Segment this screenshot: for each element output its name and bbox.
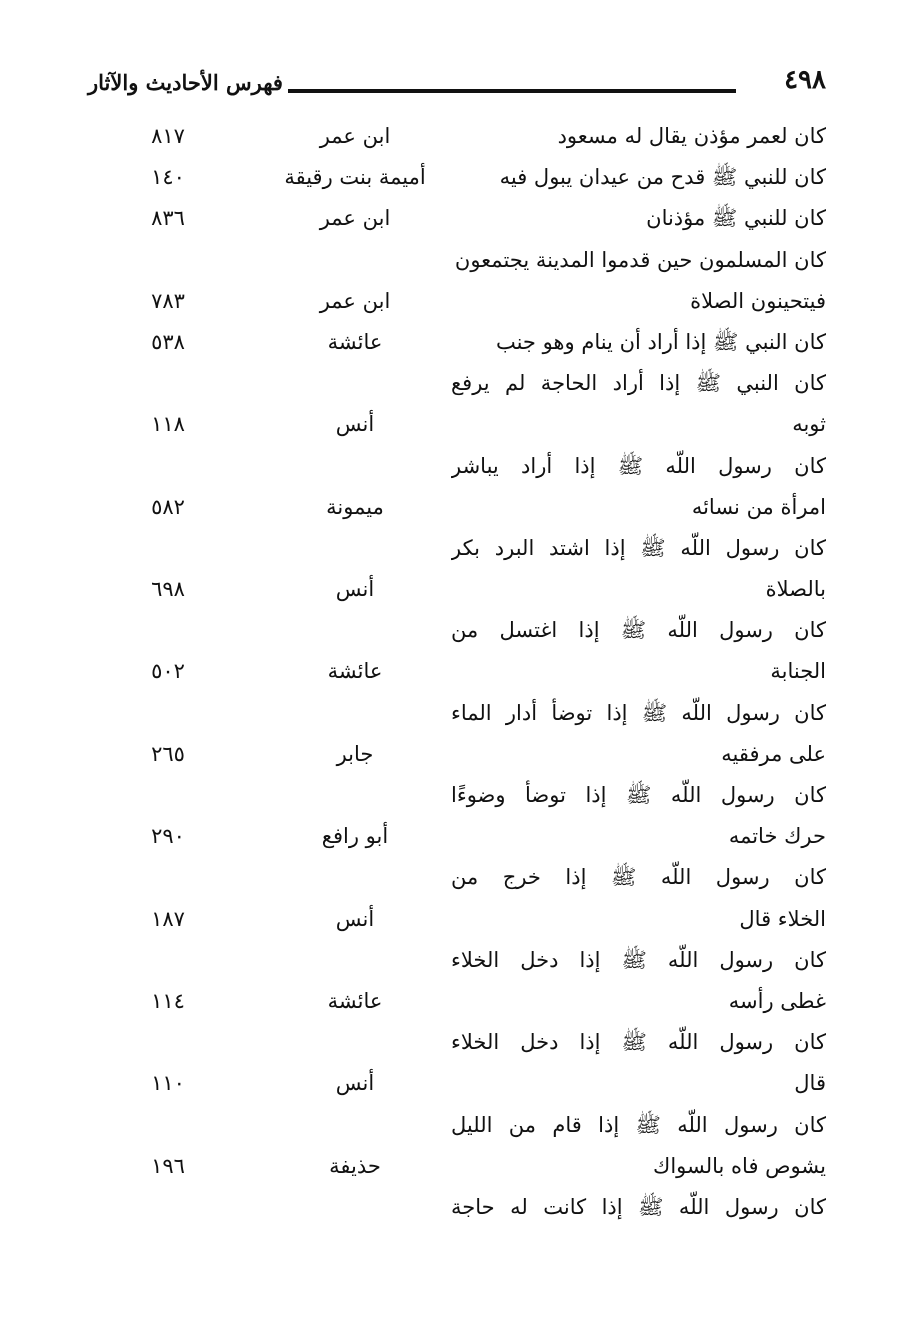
narrator: أبو رافع: [321, 824, 389, 849]
hadith-text: كان رسول اللّه ﷺ إذا توضأ وضوءًا: [451, 783, 826, 807]
hadith-text: غطى رأسه: [728, 988, 826, 1013]
narrator: أنس: [335, 906, 375, 931]
index-row: [0, 1146, 916, 1187]
hadith-text: كان رسول اللّه ﷺ إذا قام من الليل: [451, 1112, 826, 1137]
index-row: [0, 116, 916, 157]
hadith-text: كان رسول اللّه ﷺ إذا كانت له حاجة: [451, 1194, 826, 1219]
hadith-text: بالصلاة: [765, 577, 826, 602]
hadith-number: ٥٣٨: [151, 329, 185, 354]
index-row: [0, 363, 916, 404]
hadith-text: كان رسول اللّه ﷺ إذا دخل الخلاء: [451, 1030, 826, 1055]
index-row: [0, 569, 916, 610]
hadith-text: كان للنبي ﷺ قدح من عيدان يبول فيه: [499, 165, 826, 190]
hadith-index-list: [0, 116, 916, 1228]
narrator: حذيفة: [329, 1153, 381, 1178]
hadith-text: الجنابة: [770, 659, 826, 684]
hadith-text: الخلاء قال: [739, 906, 826, 931]
index-row: [0, 446, 916, 487]
index-row: [0, 610, 916, 651]
index-row: [0, 816, 916, 857]
index-row: [0, 775, 916, 816]
hadith-text: كان رسول اللّه ﷺ إذا اشتد البرد بكر: [451, 535, 826, 560]
narrator: ابن عمر: [319, 288, 391, 313]
hadith-text: كان النبي ﷺ إذا أراد أن ينام وهو جنب: [495, 329, 826, 354]
index-row: [0, 281, 916, 322]
hadith-number: ٨٣٦: [151, 206, 185, 231]
hadith-text: كان رسول اللّه ﷺ إذا أراد يباشر: [451, 453, 826, 478]
index-row: [0, 1105, 916, 1146]
hadith-number: ١١٨: [151, 412, 185, 437]
index-row: [0, 734, 916, 775]
index-row: [0, 1063, 916, 1104]
hadith-text: كان المسلمون حين قدموا المدينة يجتمعون: [454, 247, 826, 272]
index-row: [0, 940, 916, 981]
hadith-text: فيتحينون الصلاة: [690, 288, 826, 313]
hadith-text: كان رسول اللّه ﷺ إذا خرج من: [451, 865, 826, 890]
narrator: أنس: [335, 1071, 375, 1096]
narrator: عائشة: [327, 659, 383, 684]
hadith-text: كان النبي ﷺ إذا أراد الحاجة لم يرفع: [451, 371, 826, 396]
hadith-text: حرك خاتمه: [728, 824, 826, 849]
header-rule: [288, 89, 736, 93]
hadith-number: ١١٠: [151, 1071, 185, 1096]
index-row: [0, 651, 916, 692]
hadith-text: قال: [794, 1071, 826, 1096]
narrator: ابن عمر: [319, 206, 391, 231]
index-row: [0, 487, 916, 528]
hadith-number: ٢٩٠: [151, 824, 185, 849]
index-row: [0, 198, 916, 239]
hadith-text: على مرفقيه: [721, 741, 826, 766]
index-row: [0, 981, 916, 1022]
index-row: [0, 404, 916, 445]
index-row: [0, 899, 916, 940]
index-row: [0, 1187, 916, 1228]
page-number: ٤٩٨: [784, 65, 826, 95]
index-row: [0, 240, 916, 281]
narrator: عائشة: [327, 329, 383, 354]
hadith-number: ١٨٧: [151, 906, 185, 931]
hadith-number: ١٩٦: [151, 1153, 185, 1178]
narrator: أنس: [335, 412, 375, 437]
hadith-text: يشوص فاه بالسواك: [653, 1153, 826, 1178]
narrator: أميمة بنت رقيقة: [284, 165, 426, 190]
hadith-number: ٨١٧: [151, 124, 185, 148]
hadith-text: امرأة من نسائه: [691, 494, 826, 519]
hadith-text: كان رسول اللّه ﷺ إذا دخل الخلاء: [451, 947, 826, 972]
narrator: ابن عمر: [319, 124, 391, 148]
hadith-number: ٦٩٨: [151, 577, 185, 602]
index-row: [0, 693, 916, 734]
hadith-number: ٧٨٣: [151, 288, 185, 313]
hadith-text: كان للنبي ﷺ مؤذنان: [646, 206, 826, 231]
hadith-number: ١١٤: [151, 988, 185, 1013]
index-row: [0, 157, 916, 198]
page-header: [88, 62, 828, 102]
hadith-number: ٢٦٥: [151, 741, 185, 766]
narrator: أنس: [335, 577, 375, 602]
index-row: [0, 857, 916, 898]
index-row: [0, 1022, 916, 1063]
hadith-text: كان رسول اللّه ﷺ إذا اغتسل من: [451, 618, 826, 643]
hadith-text: كان لعمر مؤذن يقال له مسعود: [557, 124, 826, 148]
narrator: ميمونة: [326, 494, 384, 519]
hadith-text: ثوبه: [792, 412, 826, 437]
hadith-text: كان رسول اللّه ﷺ إذا توضأ أدار الماء: [451, 700, 826, 725]
header-title: فهرس الأحاديث والآثار: [88, 70, 283, 95]
index-row: [0, 322, 916, 363]
index-row: [0, 528, 916, 569]
narrator: جابر: [336, 741, 374, 766]
hadith-number: ٥٠٢: [151, 659, 185, 684]
narrator: عائشة: [327, 988, 383, 1013]
hadith-number: ٥٨٢: [151, 494, 185, 519]
hadith-number: ١٤٠: [151, 165, 185, 190]
